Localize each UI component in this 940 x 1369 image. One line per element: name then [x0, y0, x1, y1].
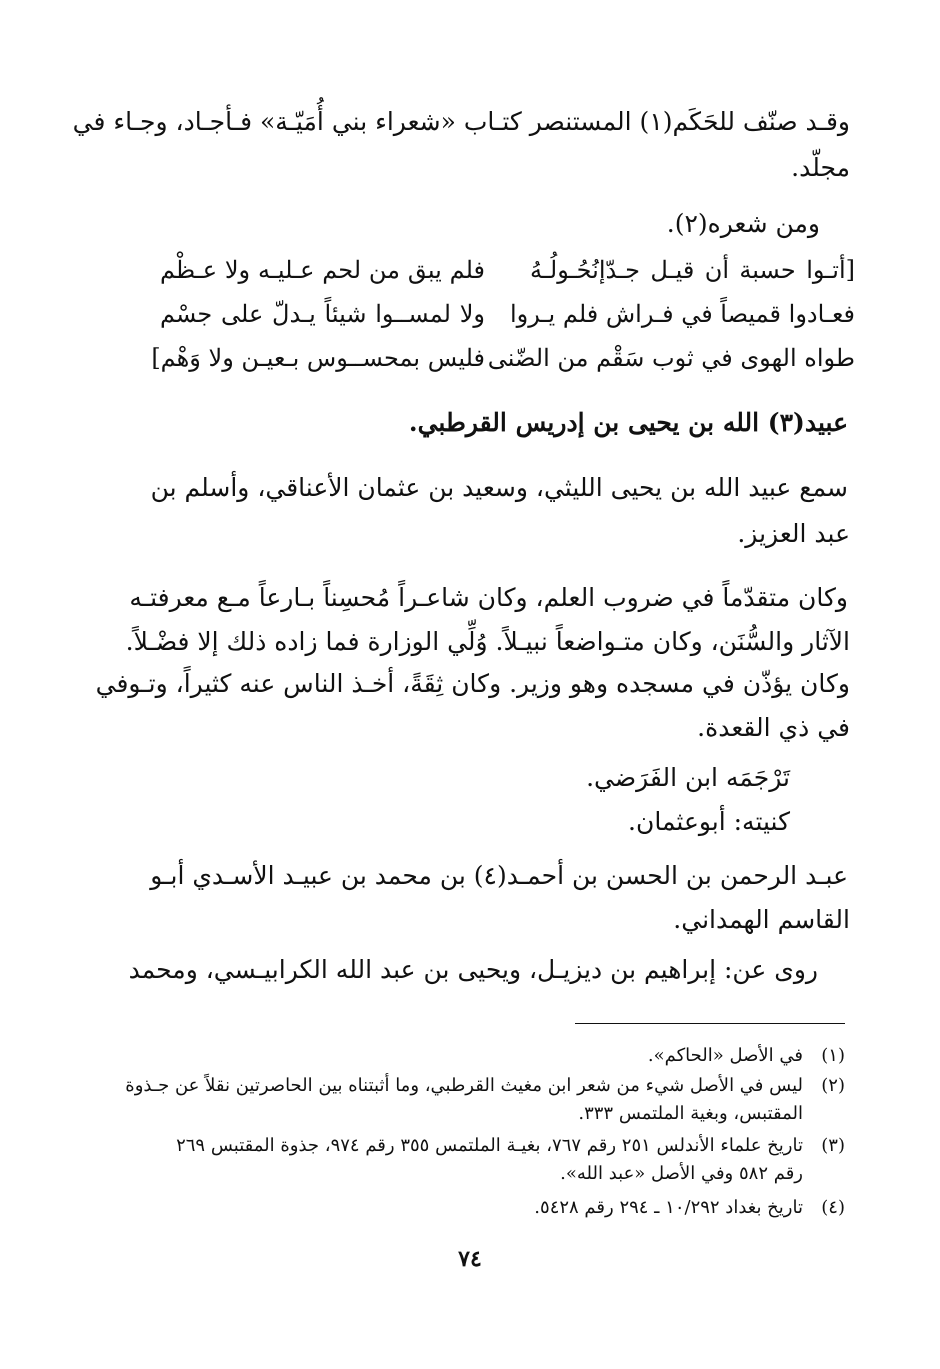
verse-hemistich-first: [أتـوا حسبة أن قيـل جـدّإنُحُـولُـهُ — [530, 256, 855, 284]
entry-heading-line: عبـد الرحمن بن الحسن بن أحمـد(٤) بن محمد بن عبيـد الأسـدي أبـو — [150, 861, 848, 890]
footnote-number: (١) — [821, 1045, 845, 1066]
kunya-line: كنيته: أبوعثمان. — [628, 807, 790, 836]
verse-hemistich-second: فلم يبق من لحم عـليـه ولا عـظْم — [160, 256, 485, 284]
entry-heading: عبيد(٣) الله بن يحيى بن إدريس القرطبي. — [408, 408, 848, 437]
verse-row — [160, 250, 855, 290]
paragraph-line: عبد العزيز. — [737, 519, 850, 548]
translator-line: تَرْجَمَه ابن الفَرَضي. — [586, 763, 790, 792]
footnote — [140, 1132, 845, 1160]
verse-row — [151, 338, 855, 378]
footnote — [140, 1042, 845, 1070]
verse-hemistich-first: طواه الهوى في ثوب سَقْم من الضّنى — [487, 344, 855, 372]
verse-hemistich-second: ولا لمســوا شيئاً يـدلّ على جسْم — [160, 300, 485, 328]
footnote-text: تاريخ بغداد ١٠/٢٩٢ ـ ٢٩٤ رقم ٥٤٢٨. — [534, 1197, 803, 1218]
footnote-continuation: المقتبس، وبغية الملتمس ٣٣٣. — [578, 1103, 803, 1124]
footnote-number: (٢) — [821, 1075, 845, 1096]
footnote-continuation: رقم ٥٨٢ وفي الأصل «عبد الله». — [560, 1163, 803, 1184]
paragraph-line: وكان متقدّماً في ضروب العلم، وكان شاعـراً مُحسِناً بـارعاً مـع معرفتـه — [129, 583, 848, 612]
paragraph-line: وقـد صنّف للحَكَم(١) المستنصر كتـاب «شعراء بني أُمَيّـة» فـأجـاد، وجـاء في — [72, 107, 850, 136]
paragraph-line: وكان يؤذّن في مسجده وهو وزير. وكان ثِقَةً، أخـذ الناس عنه كثيراً، وتـوفي — [95, 669, 850, 698]
page-number: ٧٤ — [458, 1246, 482, 1272]
footnote-number: (٤) — [821, 1197, 845, 1218]
paragraph-line: مجلّد. — [791, 153, 850, 182]
footnote-separator — [575, 1023, 845, 1024]
verse-hemistich-first: فعـادوا قميصاً في فـراش فلم يـروا — [510, 300, 855, 328]
paragraph-line: القاسم الهمداني. — [673, 905, 850, 934]
verse-hemistich-second: فليس بمحســوس بـعيـن ولا وَهْم] — [151, 344, 485, 372]
footnote — [140, 1194, 845, 1222]
footnote-number: (٣) — [821, 1135, 845, 1156]
footnote-text: ليس في الأصل شيء من شعر ابن مغيث القرطبي، وما أثبتناه بين الحاصرتين نقلاً عن جـذوة — [125, 1075, 803, 1096]
footnote-text: في الأصل «الحاكم». — [647, 1045, 803, 1066]
paragraph-line: الآثار والسُّنَن، وكان متـواضعاً نبيـلاً. وُلِّي الوزارة فما زاده ذلك إلا فضْـلاً. — [125, 627, 850, 656]
paragraph-line: سمع عبيد الله بن يحيى الليثي، وسعيد بن عثمان الأعناقي، وأسلم بن — [150, 473, 848, 502]
verse-row — [160, 294, 855, 334]
footnote — [125, 1072, 845, 1100]
paragraph-line: في ذي القعدة. — [697, 713, 850, 742]
poem-intro: ومن شعره(٢). — [666, 209, 820, 238]
paragraph-line: روى عن: إبراهيم بن ديزيـل، ويحيى بن عبد الله الكرابيـسي، ومحمد — [128, 955, 818, 984]
footnote-text: تاريخ علماء الأندلس ٢٥١ رقم ٧٦٧، بغيـة الملتمس ٣٥٥ رقم ٩٧٤، جذوة المقتبس ٢٦٩ — [176, 1135, 803, 1156]
